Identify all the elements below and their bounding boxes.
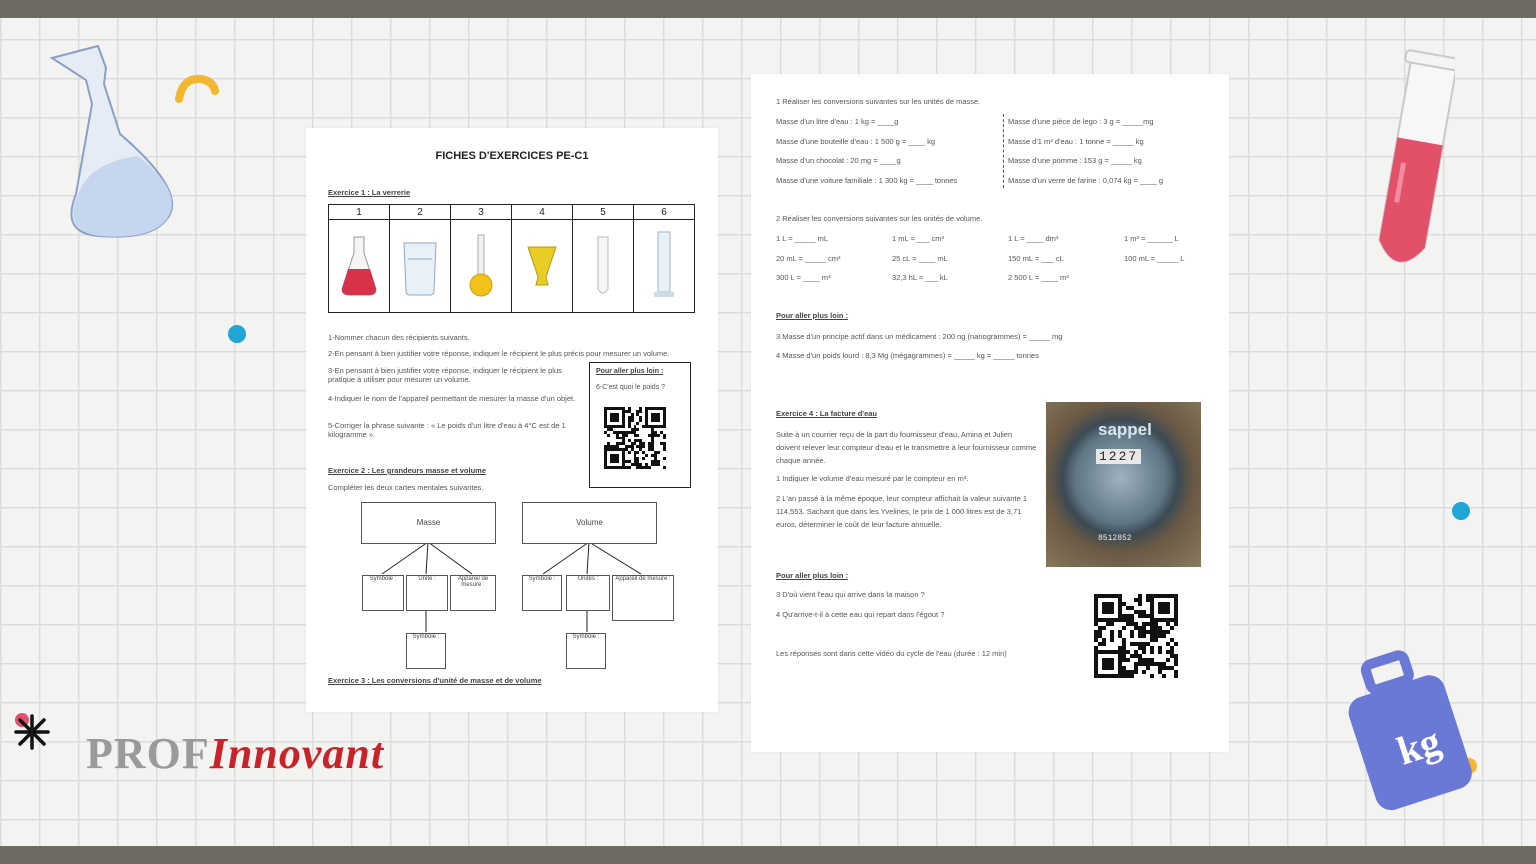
- further-heading: Pour aller plus loin :: [596, 368, 664, 375]
- volume-item: 2 500 L = ____ m³: [1008, 273, 1069, 282]
- meter-digits: 1227: [1096, 449, 1141, 464]
- bottom-border: [0, 846, 1536, 864]
- question-6: 6-C'est quoi le poids ?: [596, 384, 666, 391]
- volume-intro: 2 Réaliser les conversions suivantes sur les unités de volume.: [776, 214, 983, 223]
- volume-item: 1 L = _____ mL: [776, 234, 829, 243]
- question-3: 3 Masse d'un principe actif dans un médicament : 200 ng (nanogrammes) = _____ mg: [776, 332, 1063, 341]
- mind-map-masse-unit: Unité :: [406, 575, 448, 611]
- volume-item: 1 L = ____ dm³: [1008, 234, 1059, 243]
- exercise-1-heading: Exercice 1 : La verrerie: [328, 188, 411, 197]
- mass-right-item: Masse d'une pomme : 153 g = _____ kg: [1008, 156, 1142, 165]
- mass-left-item: Masse d'un chocolat : 20 mg = ____g: [776, 156, 901, 165]
- table-header: 6: [634, 205, 695, 220]
- worksheet-page-2: [751, 74, 1229, 752]
- test-tube-illustration: [1365, 44, 1455, 284]
- meter-serial: 8512852: [1098, 534, 1132, 543]
- exercise-2-heading: Exercice 2 : Les grandeurs masse et volume: [328, 466, 486, 475]
- mass-right-item: Masse d'1 m³ d'eau : 1 tonne = _____ kg: [1008, 137, 1144, 146]
- mind-map-volume-device: Appareil de mesure :: [612, 575, 674, 621]
- volume-item: 1 m³ = ______ L: [1124, 234, 1179, 243]
- volume-item: 32,3 hL = ___ kL: [892, 273, 948, 282]
- mind-map-masse-device: Appareil de mesure :: [450, 575, 496, 611]
- table-header: 5: [573, 205, 634, 220]
- video-note: Les réponses sont dans cette vidéo du cycle de l'eau (durée : 12 min): [776, 649, 1007, 658]
- table-header: 4: [512, 205, 573, 220]
- mass-right-item: Masse d'un verre de farine : 0,074 kg = ____ g: [1008, 176, 1164, 185]
- volume-item: 25 cL = ____ mL: [892, 254, 948, 263]
- further-heading-2: Pour aller plus loin :: [776, 571, 849, 580]
- volume-item: 1 mL = ___ cm³: [892, 234, 945, 243]
- volume-item: 100 mL = _____ L: [1124, 254, 1185, 263]
- water-meter-photo: [1046, 402, 1201, 567]
- table-header: 3: [451, 205, 512, 220]
- question-1: 1-Nommer chacun des récipients suivants.: [328, 333, 470, 342]
- mind-map-volume-sub: Symbole :: [566, 633, 606, 669]
- mind-map-masse-root: Masse: [361, 502, 496, 544]
- table-header: 2: [390, 205, 451, 220]
- kg-weight-illustration: [1345, 648, 1485, 818]
- meter-brand: sappel: [1098, 420, 1152, 439]
- exercise-3-heading: Exercice 3 : Les conversions d'unité de masse et de volume: [328, 676, 542, 685]
- mass-intro: 1 Réaliser les conversions suivantes sur les unités de masse.: [776, 97, 981, 106]
- worksheet-page-1: [306, 128, 718, 712]
- mass-left-item: Masse d'une voiture familiale : 1 300 kg = ____ tonnes: [776, 176, 958, 185]
- mind-map-volume-root: Volume: [522, 502, 657, 544]
- column-divider: [1003, 114, 1004, 188]
- mind-map-volume-symbol: Symbole :: [522, 575, 562, 611]
- flask-illustration: [40, 44, 190, 244]
- qr-code-video: [1094, 594, 1178, 678]
- mind-map-lines: [306, 128, 718, 712]
- exercise-4-text: Suite à un courrier reçu de la part du fournisseur d'eau, Amina et Julien doivent relever leur compteur d'eau et le transmettre à leur fournisseur comme chaque année.: [776, 430, 1037, 465]
- volume-item: 20 mL = _____ cm³: [776, 254, 841, 263]
- exercise-4-question-2: 2 L'an passé à la même époque, leur compteur affichait la valeur suivante 1 114,553. Sachant que dans les Yvelines, le prix de 1 000 litres est de 3,71 euros, déterminer le coût de leur facture annuelle.: [776, 494, 1028, 529]
- exercise-4-question-3: 3 D'où vient l'eau qui arrive dans la maison ?: [776, 590, 925, 599]
- exercise-4-question-1: 1 Indiquer le volume d'eau mesuré par le compteur en m³.: [776, 474, 969, 483]
- table-header: 1: [329, 205, 390, 220]
- asterisk-decor: [10, 710, 54, 754]
- volume-item: 300 L = ____ m³: [776, 273, 831, 282]
- blue-dot-decor: [228, 325, 246, 343]
- question-4: 4 Masse d'un poids lourd : 8,3 Mg (mégagrammes) = _____ kg = _____ tonnes: [776, 351, 1039, 360]
- mass-left-item: Masse d'une bouteille d'eau : 1 500 g = ____ kg: [776, 137, 936, 146]
- prof-innovant-logo: PROFInnovant: [86, 729, 385, 778]
- exercise-4-question-4: 4 Qu'arrive-t-il à cette eau qui repart dans l'égout ?: [776, 610, 945, 619]
- blue-dot-decor-right: [1452, 502, 1470, 520]
- question-2: 2-En pensant à bien justifier votre réponse, indiquer le récipient le plus précis pour mesurer un volume.: [328, 349, 670, 358]
- mind-map-masse-symbol: Symbole :: [362, 575, 404, 611]
- volume-item: 150 mL = ___ cL: [1008, 254, 1064, 263]
- question-4: 4-Indiquer le nom de l'appareil permettant de mesurer la masse d'un objet.: [328, 394, 576, 403]
- yellow-arc-decor: [175, 73, 219, 103]
- page-title: FICHES D'EXERCICES PE-C1: [435, 150, 589, 162]
- mind-map-volume-unit: Unités :: [566, 575, 610, 611]
- mass-right-item: Masse d'une pièce de lego : 3 g = _____mg: [1008, 117, 1154, 126]
- mass-left-item: Masse d'un litre d'eau : 1 kg = ____g: [776, 117, 899, 126]
- kg-label: kg: [1391, 717, 1446, 774]
- top-border: [0, 0, 1536, 18]
- exercise-2-instructions: Compléter les deux cartes mentales suivantes.: [328, 483, 484, 492]
- question-3: 3-En pensant à bien justifier votre réponse, indiquer le récipient le plus pratique à utiliser pour mesurer un volume.: [328, 366, 562, 384]
- question-5: 5-Corriger la phrase suivante : « Le poids d'un litre d'eau à 4°C est de 1 kilogramme ».: [328, 421, 566, 439]
- further-heading-1: Pour aller plus loin :: [776, 311, 849, 320]
- exercise-4-heading: Exercice 4 : La facture d'eau: [776, 409, 877, 418]
- mind-map-masse-sub: Symbole :: [406, 633, 446, 669]
